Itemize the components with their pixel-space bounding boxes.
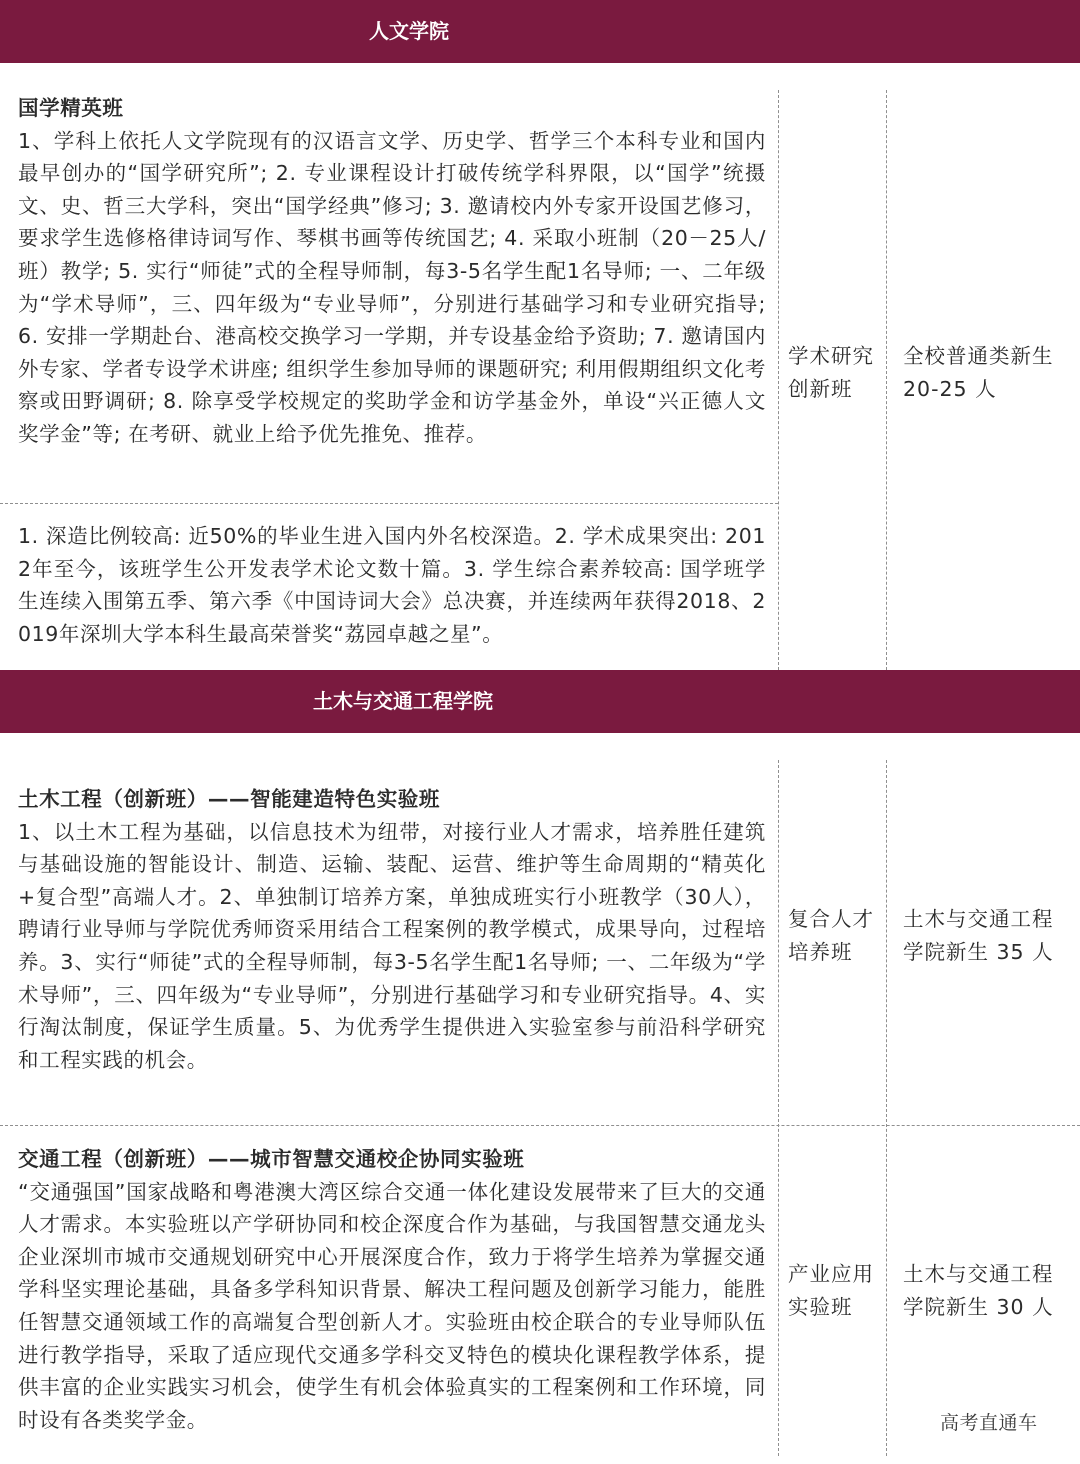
watermark: 高考直通车 [940, 1412, 1038, 1434]
program-enrollment [903, 340, 1054, 405]
program-enrollment-line: 土木与交通工程 [903, 907, 1054, 931]
program-description [18, 92, 766, 451]
program-title: 国学精英班 [18, 96, 124, 120]
program-description-text: 1、以土木工程为基础，以信息技术为纽带，对接行业人才需求，培养胜任建筑与基础设施的智能设计、制造、运输、装配、运营、维护等生命周期的“精英化+复合型”高端人才。2、单独制订培养方案，单独成班实行小班教学（30人），聘请行业导师与学院优秀师资采用结合工程案例的教学模式，成果导向，过程培养。3、实行“师徒”式的全程导师制，每3-5名学生配1名导师; 一、二年级为“学术导师”，三、四年级为“专业导师”，分别进行基础学习和专业研究指导。4、实行淘汰制度，保证学生质量。5、为优秀学生提供进入实验室参与前沿科学研究和工程实践的机会。 [18, 819, 766, 1072]
program-enrollment-line: 土木与交通工程 [903, 1262, 1054, 1286]
program-type-line: 创新班 [788, 376, 853, 401]
program-title: 土木工程（创新班）——智能建造特色实验班 [18, 787, 440, 811]
program-enrollment-line: 学院新生 35 人 [903, 939, 1054, 964]
program-type-line: 复合人才 [788, 907, 874, 931]
program-type [788, 903, 874, 968]
program-enrollment-line: 全校普通类新生 [903, 344, 1054, 368]
row-divider [0, 503, 778, 504]
program-description-text: 1、学科上依托人文学院现有的汉语言文学、历史学、哲学三个本科专业和国内最早创办的“国学研究所”; 2. 专业课程设计打破传统学科界限，以“国学”统摄文、史、哲三大学科，突出“国学经典”修习; 3. 邀请校内外专家开设国艺修习，要求学生选修格律诗词写作、琴棋书画等传统国艺; 4. 采取小班制（20－25人/班）教学; 5. 实行“师徒”式的全程导师制，每3-5名学生配1名导师; 一、二年级为“学术导师”，三、四年级为“专业导师”，分别进行基础学习和专业研究指导; 6. 安排一学期赴台、港高校交换学习一学期，并专设基金给予资助; 7. 邀请国内外专家、学者专设学术讲座; 组织学生参加导师的课题研究; 利用假期组织文化考察或田野调研; 8. 除享受学校规定的奖助学金和访学基金外，单设“兴正德人文奖学金”等; 在考研、就业上给予优先推免、推荐。 [18, 128, 766, 446]
program-type-line: 产业应用 [788, 1262, 874, 1286]
program-enrollment-line: 学院新生 30 人 [903, 1294, 1054, 1319]
column-divider [886, 760, 887, 1456]
row-divider [0, 1125, 1080, 1126]
program-description [18, 783, 766, 1076]
program-description [18, 1143, 766, 1436]
section-title: 土木与交通工程学院 [313, 689, 493, 713]
program-type [788, 340, 874, 405]
column-divider [886, 90, 887, 670]
program-type-line: 实验班 [788, 1294, 853, 1319]
program-achievements: 1. 深造比例较高: 近50%的毕业生进入国内外名校深造。2. 学术成果突出: 2012年至今，该班学生公开发表学术论文数十篇。3. 学生综合素养较高: 国学班学生连续入围第五季、第六季《中国诗词大会》总决赛，并连续两年获得2018、2019年深圳大学本科生最高荣誉奖“荔园卓越之星”。 [18, 524, 766, 646]
program-enrollment [903, 1258, 1054, 1323]
program-type-line: 学术研究 [788, 344, 874, 368]
program-enrollment-line: 20-25 人 [903, 376, 997, 401]
section-title: 人文学院 [369, 19, 449, 43]
program-type [788, 1258, 874, 1323]
column-divider [778, 760, 779, 1456]
program-type-line: 培养班 [788, 939, 853, 964]
program-title: 交通工程（创新班）——城市智慧交通校企协同实验班 [18, 1147, 525, 1171]
section-header [0, 0, 1080, 63]
program-description-text: “交通强国”国家战略和粤港澳大湾区综合交通一体化建设发展带来了巨大的交通人才需求。本实验班以产学研协同和校企深度合作为基础，与我国智慧交通龙头企业深圳市城市交通规划研究中心开展深度合作，致力于将学生培养为掌握交通学科坚实理论基础，具备多学科知识背景、解决工程问题及创新学习能力，能胜任智慧交通领域工作的高端复合型创新人才。实验班由校企联合的专业导师队伍进行教学指导，采取了适应现代交通多学科交叉特色的模块化课程教学体系，提供丰富的企业实践实习机会，使学生有机会体验真实的工程案例和工作环境，同时设有各类奖学金。 [18, 1179, 766, 1432]
section-header [0, 670, 1080, 733]
program-enrollment [903, 903, 1054, 968]
column-divider [778, 90, 779, 670]
